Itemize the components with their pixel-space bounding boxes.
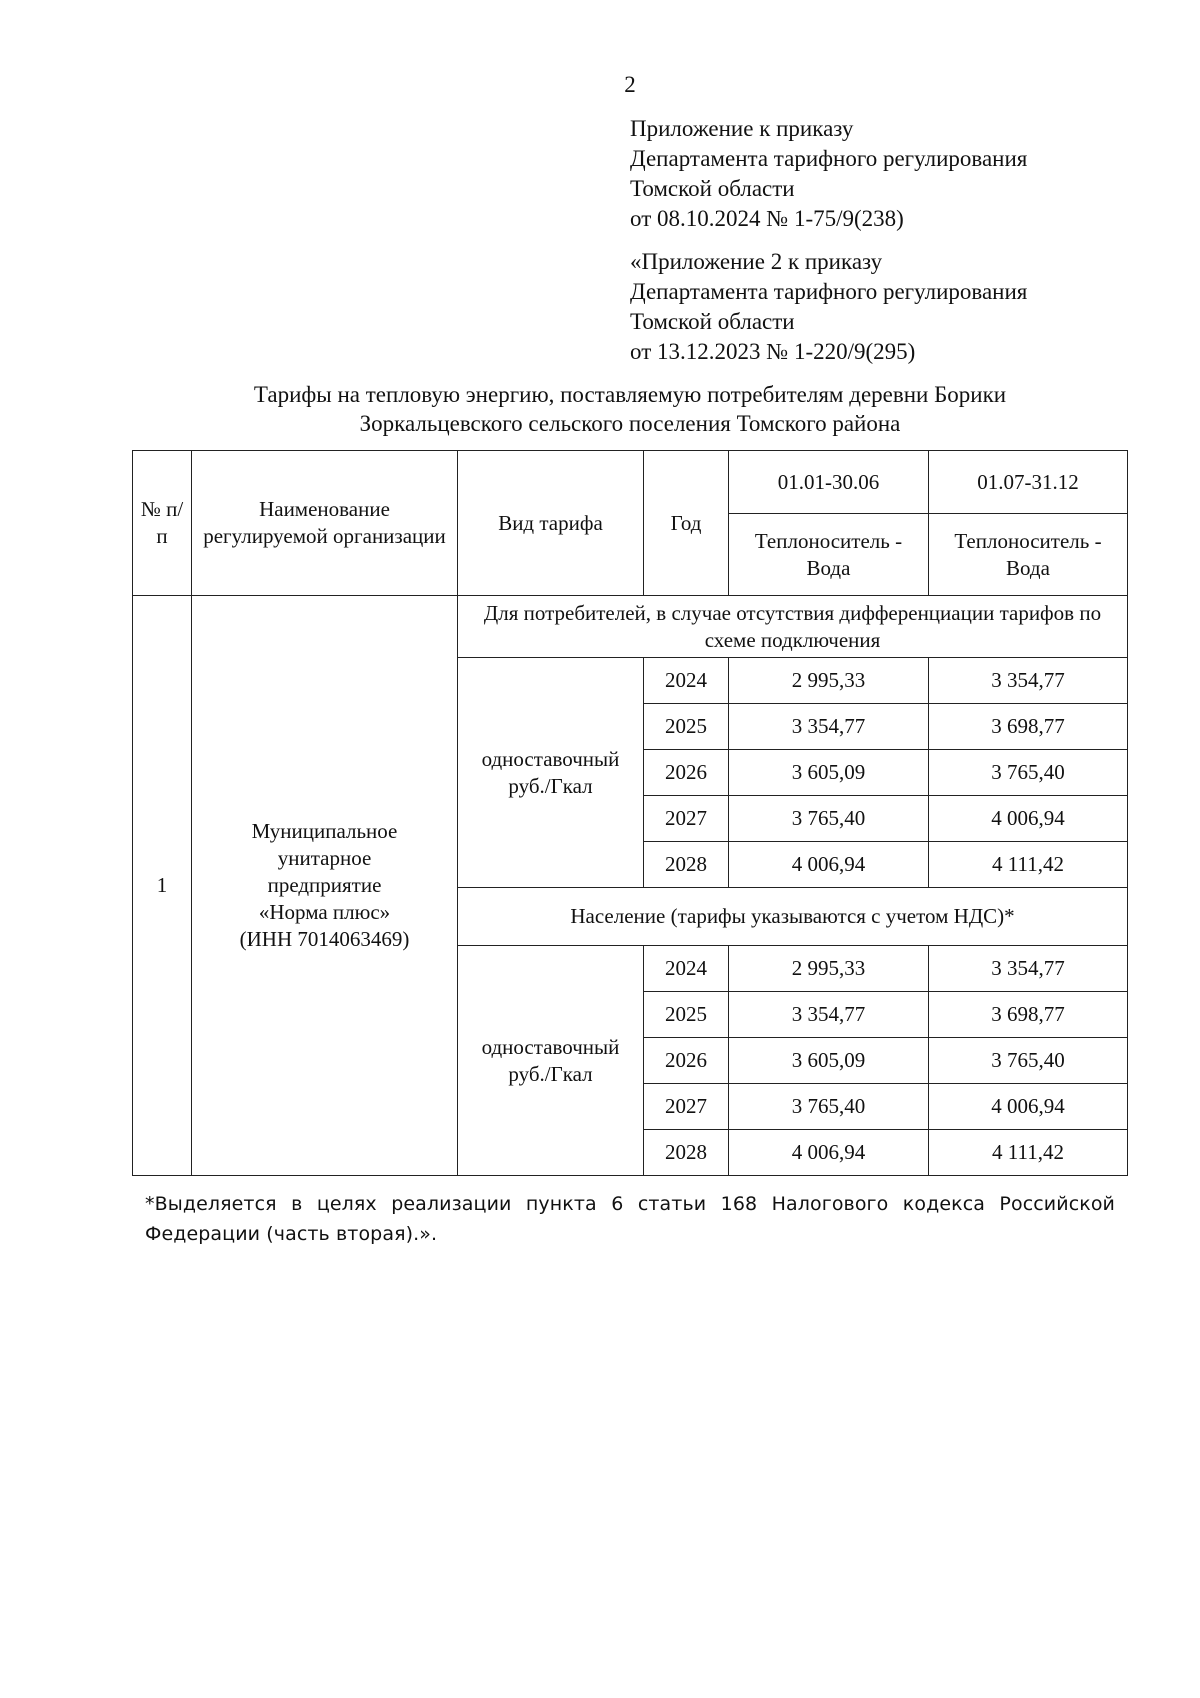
tariff-value-cell: 2 995,33	[729, 658, 929, 704]
tariff-value-cell: 4 006,94	[929, 1084, 1128, 1130]
tariff-value-cell: 3 605,09	[729, 1038, 929, 1084]
page-number: 2	[624, 72, 636, 97]
tariff-value-cell: 4 006,94	[929, 796, 1128, 842]
header-period-first-half: 01.01-30.06	[729, 451, 929, 514]
tariff-value-cell: 3 765,40	[929, 750, 1128, 796]
appendix-line: Департамента тарифного регулирования	[630, 279, 1028, 304]
section-heading: Для потребителей, в случае отсутствия дифференциации тарифов по схеме подключения	[458, 596, 1128, 658]
tariff-type-cell	[458, 658, 644, 888]
year-cell: 2027	[644, 796, 729, 842]
appendix-reference	[630, 114, 1027, 234]
year-cell: 2025	[644, 992, 729, 1038]
tariff-type-line: одноставочный	[481, 746, 620, 771]
year-cell: 2026	[644, 1038, 729, 1084]
year-cell: 2026	[644, 750, 729, 796]
title-line: Тарифы на тепловую энергию, поставляемую потребителям деревни Борики	[253, 382, 1007, 407]
tariff-value-cell: 3 698,77	[929, 704, 1128, 750]
tariff-value-cell: 3 605,09	[729, 750, 929, 796]
tariff-value-cell: 4 111,42	[929, 1130, 1128, 1176]
header-carrier: Теплоноситель - Вода	[729, 514, 929, 596]
year-cell: 2028	[644, 842, 729, 888]
tariff-value-cell: 3 765,40	[729, 1084, 929, 1130]
tariff-value-cell: 4 006,94	[729, 842, 929, 888]
document-title	[130, 380, 1130, 438]
year-cell: 2024	[644, 946, 729, 992]
organization-line: «Норма плюс»	[258, 900, 391, 924]
tariff-value-cell: 3 354,77	[929, 946, 1128, 992]
appendix-line: Томской области	[630, 176, 795, 201]
amended-appendix-reference	[630, 247, 1027, 367]
tariff-value-cell: 4 006,94	[729, 1130, 929, 1176]
row-number: 1	[133, 596, 192, 1176]
tariff-type-line: одноставочный	[481, 1034, 620, 1059]
tariff-value-cell: 3 765,40	[929, 1038, 1128, 1084]
title-line: Зоркальцевского сельского поселения Томского района	[359, 411, 901, 436]
tariff-table	[132, 450, 1128, 1176]
year-cell: 2025	[644, 704, 729, 750]
appendix-line: от 13.12.2023 № 1-220/9(295)	[630, 339, 916, 364]
vat-footnote: *Выделяется в целях реализации пункта 6 статьи 168 Налогового кодекса Российской Федерации (часть вторая).».	[145, 1193, 1115, 1245]
header-num: № п/п	[133, 451, 192, 596]
tariff-value-cell: 3 354,77	[729, 704, 929, 750]
year-cell: 2024	[644, 658, 729, 704]
header-row	[133, 451, 1128, 514]
organization-line: предприятие	[267, 873, 382, 897]
appendix-line: «Приложение 2 к приказу	[630, 249, 883, 274]
tariff-type-line: руб./Гкал	[508, 1061, 593, 1086]
section-heading-row	[133, 596, 1128, 658]
appendix-line: Департамента тарифного регулирования	[630, 146, 1028, 171]
header-period-second-half: 01.07-31.12	[929, 451, 1128, 514]
section-heading: Население (тарифы указываются с учетом НДС)*	[458, 888, 1128, 946]
tariff-value-cell: 2 995,33	[729, 946, 929, 992]
organization-line: Муниципальное	[251, 819, 398, 843]
header-carrier: Теплоноситель - Вода	[929, 514, 1128, 596]
tariff-value-cell: 3 698,77	[929, 992, 1128, 1038]
organization-name	[192, 596, 458, 1176]
tariff-type-line: руб./Гкал	[508, 773, 593, 798]
tariff-value-cell: 3 765,40	[729, 796, 929, 842]
header-tariff-type: Вид тарифа	[458, 451, 644, 596]
organization-line: унитарное	[277, 846, 372, 870]
header-year: Год	[644, 451, 729, 596]
tariff-value-cell: 4 111,42	[929, 842, 1128, 888]
header-organization: Наименование регулируемой организации	[192, 451, 458, 596]
tariff-value-cell: 3 354,77	[729, 992, 929, 1038]
appendix-line: Приложение к приказу	[630, 116, 854, 141]
year-cell: 2028	[644, 1130, 729, 1176]
appendix-line: Томской области	[630, 309, 795, 334]
organization-line: (ИНН 7014063469)	[239, 927, 410, 951]
year-cell: 2027	[644, 1084, 729, 1130]
tariff-value-cell: 3 354,77	[929, 658, 1128, 704]
appendix-line: от 08.10.2024 № 1-75/9(238)	[630, 206, 904, 231]
tariff-type-cell	[458, 946, 644, 1176]
